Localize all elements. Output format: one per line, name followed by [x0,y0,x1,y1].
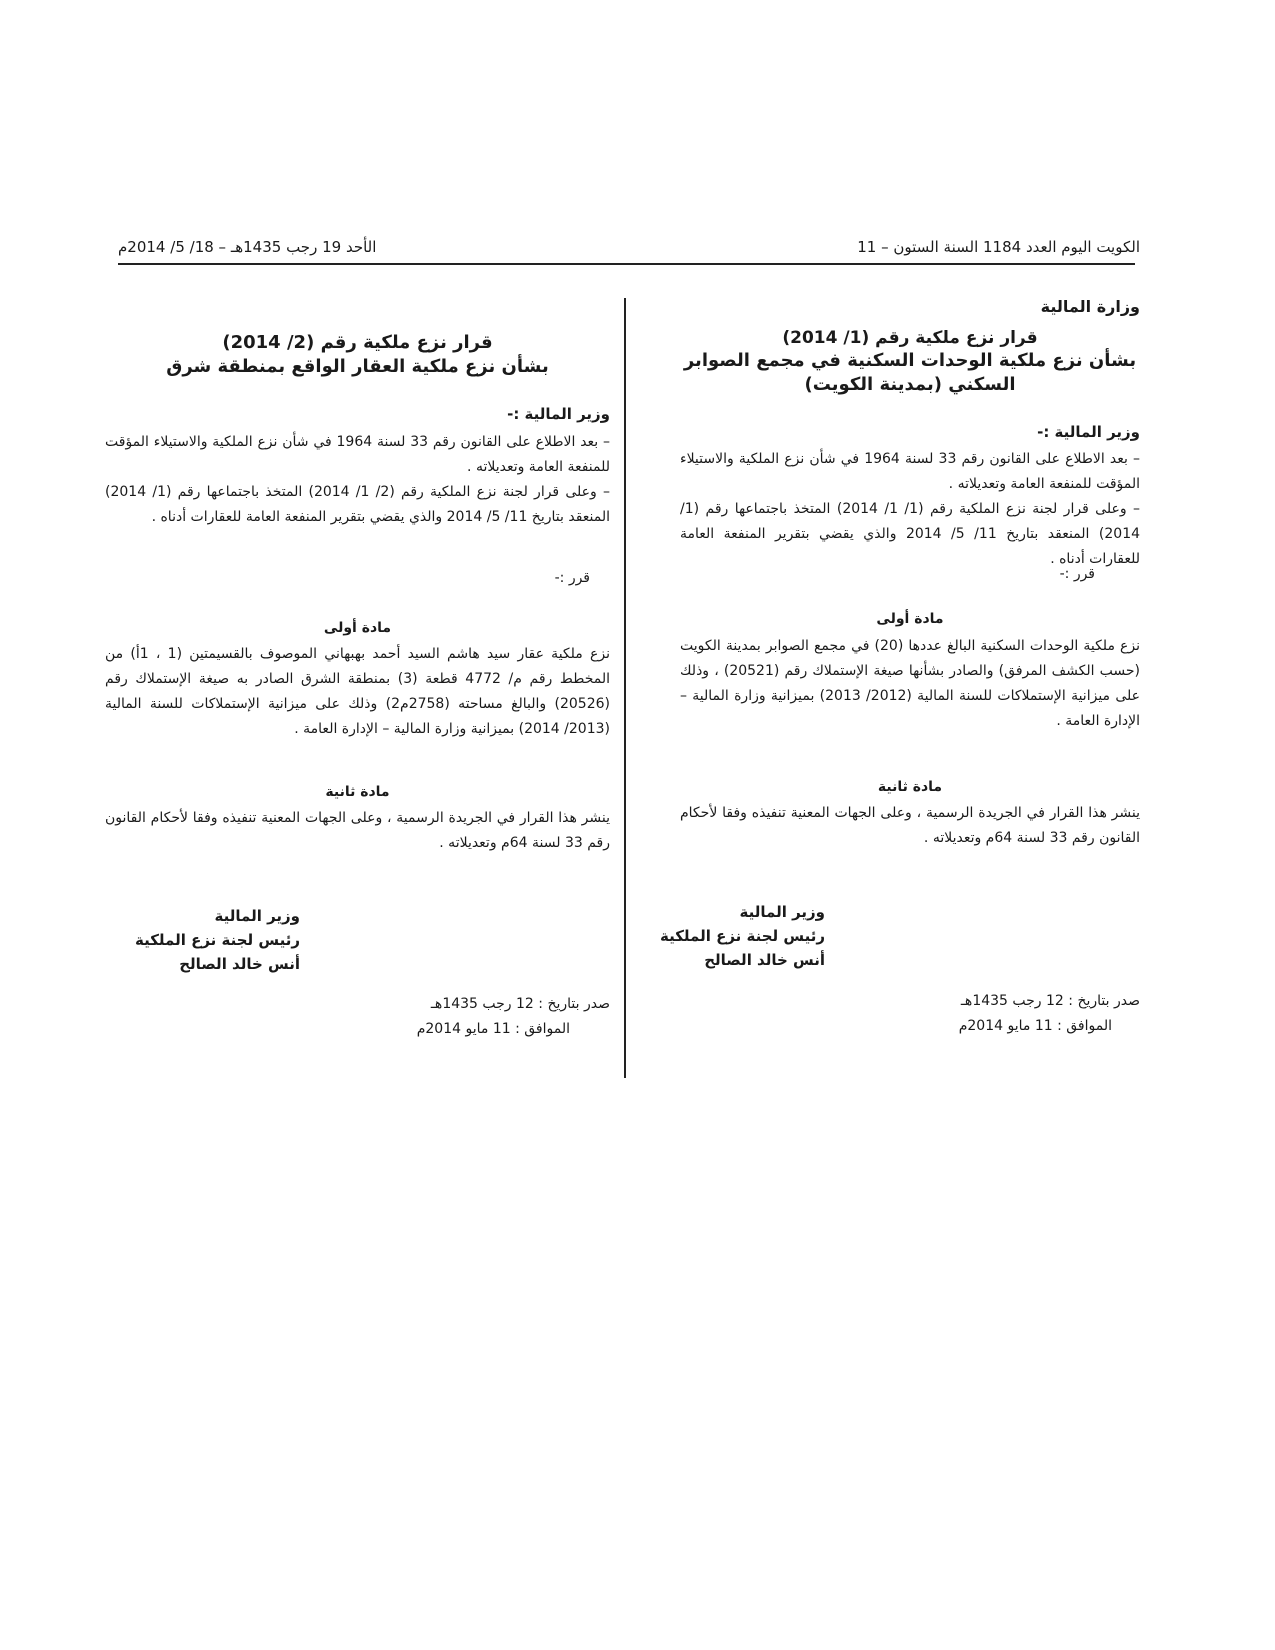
decision-2-article-2-text: ينشر هذا القرار في الجريدة الرسمية ، وعلى الجهات المعنية تنفيذه وفقا لأحكام القانون رقم 33 لسنة 64م وتعديلاته . [105,810,610,851]
decision-2-minister: وزير المالية :- [507,405,610,423]
decision-2-signature [135,904,300,976]
decision-1-issue-date [959,989,1140,1039]
decision-2-article-1-title: مادة أولى [323,620,392,636]
decision-1-qarar: قرر :- [1059,566,1095,582]
decision-2-sig-name: أنس خالد الصالح [179,955,300,973]
header-rule [118,263,1135,265]
decision-2-article-2-title: مادة ثانية [325,784,390,800]
decision-2-issued: صدر بتاريخ : 12 رجب 1435هـ [430,996,610,1012]
decision-1-recital-1: – بعد الاطلاع على القانون رقم 33 لسنة 1964 في شأن نزع الملكية والاستيلاء المؤقت للمنفعة العامة وتعديلاته . [680,451,1141,492]
decision-1-signature [660,900,825,972]
decision-1-article-2-text: ينشر هذا القرار في الجريدة الرسمية ، وعلى الجهات المعنية تنفيذه وفقا لأحكام القانون رقم 33 لسنة 64م وتعديلاته . [680,805,1140,846]
decision-1-minister: وزير المالية :- [1037,423,1140,441]
decision-2-title: قرار نزع ملكية رقم (2/ 2014) [222,332,493,353]
decision-2-subtitle: بشأن نزع ملكية العقار الواقع بمنطقة شرق [166,356,549,377]
decision-1-article-1-title: مادة أولى [876,611,944,627]
decision-1-subtitle: بشأن نزع ملكية الوحدات السكنية في مجمع الصوابر السكني (بمدينة الكويت) [683,350,1137,395]
column-divider [624,298,626,1078]
decision-2-corresponding: الموافق : 11 مايو 2014م [416,1021,570,1037]
decision-1-corresponding: الموافق : 11 مايو 2014م [958,1018,1112,1034]
decision-1-article-2-title: مادة ثانية [877,779,943,795]
ministry-heading: وزارة المالية [1040,297,1140,316]
header-date: الأحد 19 رجب 1435هـ – 18/ 5/ 2014م [118,238,377,256]
decision-2-sig-minister: وزير المالية [214,907,300,925]
decision-2-sig-committee: رئيس لجنة نزع الملكية [134,931,300,949]
decision-1-sig-committee: رئيس لجنة نزع الملكية [659,927,825,945]
decision-2-recital-2: – وعلى قرار لجنة نزع الملكية رقم (2/ 1/ 2014) المتخذ باجتماعها رقم (1/ 2014) المنعقد بتاريخ 11/ 5/ 2014 والذي يقضي بتقرير المنفعة العامة للعقارات أدناه . [105,484,611,525]
decision-1-recital-2: – وعلى قرار لجنة نزع الملكية رقم (1/ 1/ 2014) المتخذ باجتماعها رقم (1/ 2014) المنعقد بتاريخ 11/ 5/ 2014 والذي يقضي بتقرير المنفعة العامة للعقارات أدناه . [680,501,1141,567]
decision-2-qarar: قرر :- [554,570,590,586]
decision-1-issued: صدر بتاريخ : 12 رجب 1435هـ [960,993,1140,1009]
header-issue-info: الكويت اليوم العدد 1184 السنة الستون – 11 [857,238,1140,256]
decision-1-article-1-text: نزع ملكية الوحدات السكنية البالغ عددها (20) في مجمع الصوابر بمدينة الكويت (حسب الكشف المرفق) والصادر بشأنها صيغة الإستملاك رقم (20521) ، وذلك على ميزانية الإستملاكات للسنة المالية (2012/ 2013) بميزانية وزارة المالية – الإدارة العامة . [680,638,1140,729]
decision-2-issue-date [417,992,610,1042]
decision-2-article-1-text: نزع ملكية عقار سيد هاشم السيد أحمد بهبهاني الموصوف بالقسيمتين (1 ، 1أ) من المخطط رقم م/ 4772 قطعة (3) بمنطقة الشرق الصادر به صيغة الإستملاك رقم (20526) والبالغ مساحته (2758م2) وذلك على ميزانية الإستملاكات للسنة المالية (2013/ 2014) بميزانية وزارة المالية – الإدارة العامة . [105,646,610,737]
decision-1-sig-name: أنس خالد الصالح [704,951,825,969]
decision-1-sig-minister: وزير المالية [739,903,825,921]
decision-2-recital-1: – بعد الاطلاع على القانون رقم 33 لسنة 1964 في شأن نزع الملكية والاستيلاء المؤقت للمنفعة العامة وتعديلاته . [105,434,610,475]
decision-1-title: قرار نزع ملكية رقم (1/ 2014) [782,328,1038,348]
